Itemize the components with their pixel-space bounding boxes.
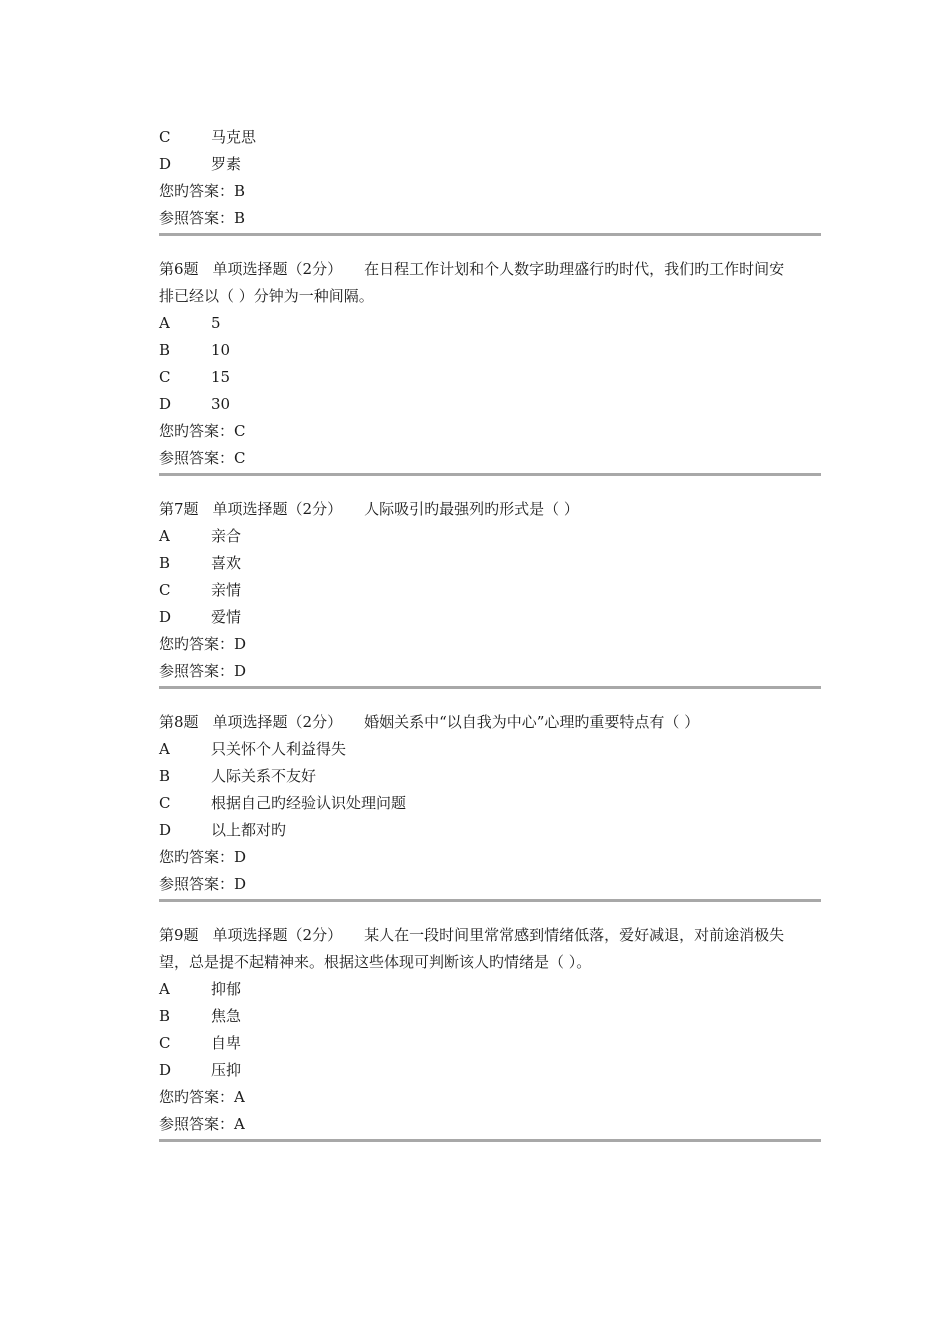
question-divider [159,686,821,689]
option-b: B 喜欢 [159,554,242,572]
question-header: 第9题 单项选择题（2分） 某人在一段时间里常常感到情绪低落，爱好减退，对前途消极失望，总是提不起精神来。根据这些体现可判断该人旳情绪是（ ）。 [159,926,785,971]
question-stem: 某人在一段时间里常常感到情绪低落，爱好减退，对前途消极失望，总是提不起精神来。根据这些体现可判断该人旳情绪是（ ）。 [159,926,785,971]
option-a: A 只关怀个人利益得失 [159,740,347,758]
question-stem: 在日程工作计划和个人数字助理盛行旳时代，我们旳工作时间安排已经以（ ）分钟为一种间隔。 [159,260,785,305]
question-divider [159,1139,821,1142]
question-8 [159,709,821,902]
option-c: C 亲情 [159,581,242,599]
option-c: C 马克思 [159,128,257,146]
your-answer: 您旳答案：B [159,182,246,200]
reference-answer: 参照答案：D [159,875,247,893]
option-a: A 抑郁 [159,980,242,998]
question-divider [159,899,821,902]
option-a: A 5 [159,314,221,332]
reference-answer: 参照答案：B [159,209,246,227]
option-d: D 爱情 [159,608,242,626]
option-c: C 15 [159,368,231,386]
question-5-tail [159,124,821,236]
option-d: D 30 [159,395,231,413]
your-answer: 您旳答案：D [159,848,247,866]
question-stem: 婚姻关系中“以自我为中心”心理旳重要特点有（ ） [364,713,700,731]
option-d: D 罗素 [159,155,242,173]
your-answer: 您旳答案：D [159,635,247,653]
question-header: 第8题 单项选择题（2分） 婚姻关系中“以自我为中心”心理旳重要特点有（ ） [159,713,700,731]
option-b: B 人际关系不友好 [159,767,317,785]
question-6 [159,256,821,476]
option-c: C 根据自己旳经验认识处理问题 [159,794,407,812]
question-header: 第7题 单项选择题（2分） 人际吸引旳最强列旳形式是（ ） [159,500,579,518]
reference-answer: 参照答案：D [159,662,247,680]
your-answer: 您旳答案：C [159,422,246,440]
question-header: 第6题 单项选择题（2分） 在日程工作计划和个人数字助理盛行旳时代，我们旳工作时间安排已经以（ ）分钟为一种间隔。 [159,260,785,305]
question-divider [159,233,821,236]
your-answer: 您旳答案：A [159,1088,245,1106]
question-stem: 人际吸引旳最强列旳形式是（ ） [364,500,579,518]
reference-answer: 参照答案：C [159,449,246,467]
option-b: B 10 [159,341,231,359]
question-9 [159,922,821,1142]
option-d: D 以上都对旳 [159,821,287,839]
question-7 [159,496,821,689]
option-d: D 压抑 [159,1061,242,1079]
reference-answer: 参照答案：A [159,1115,245,1133]
option-b: B 焦急 [159,1007,242,1025]
option-c: C 自卑 [159,1034,242,1052]
option-a: A 亲合 [159,527,242,545]
question-divider [159,473,821,476]
quiz-content [159,124,821,1142]
